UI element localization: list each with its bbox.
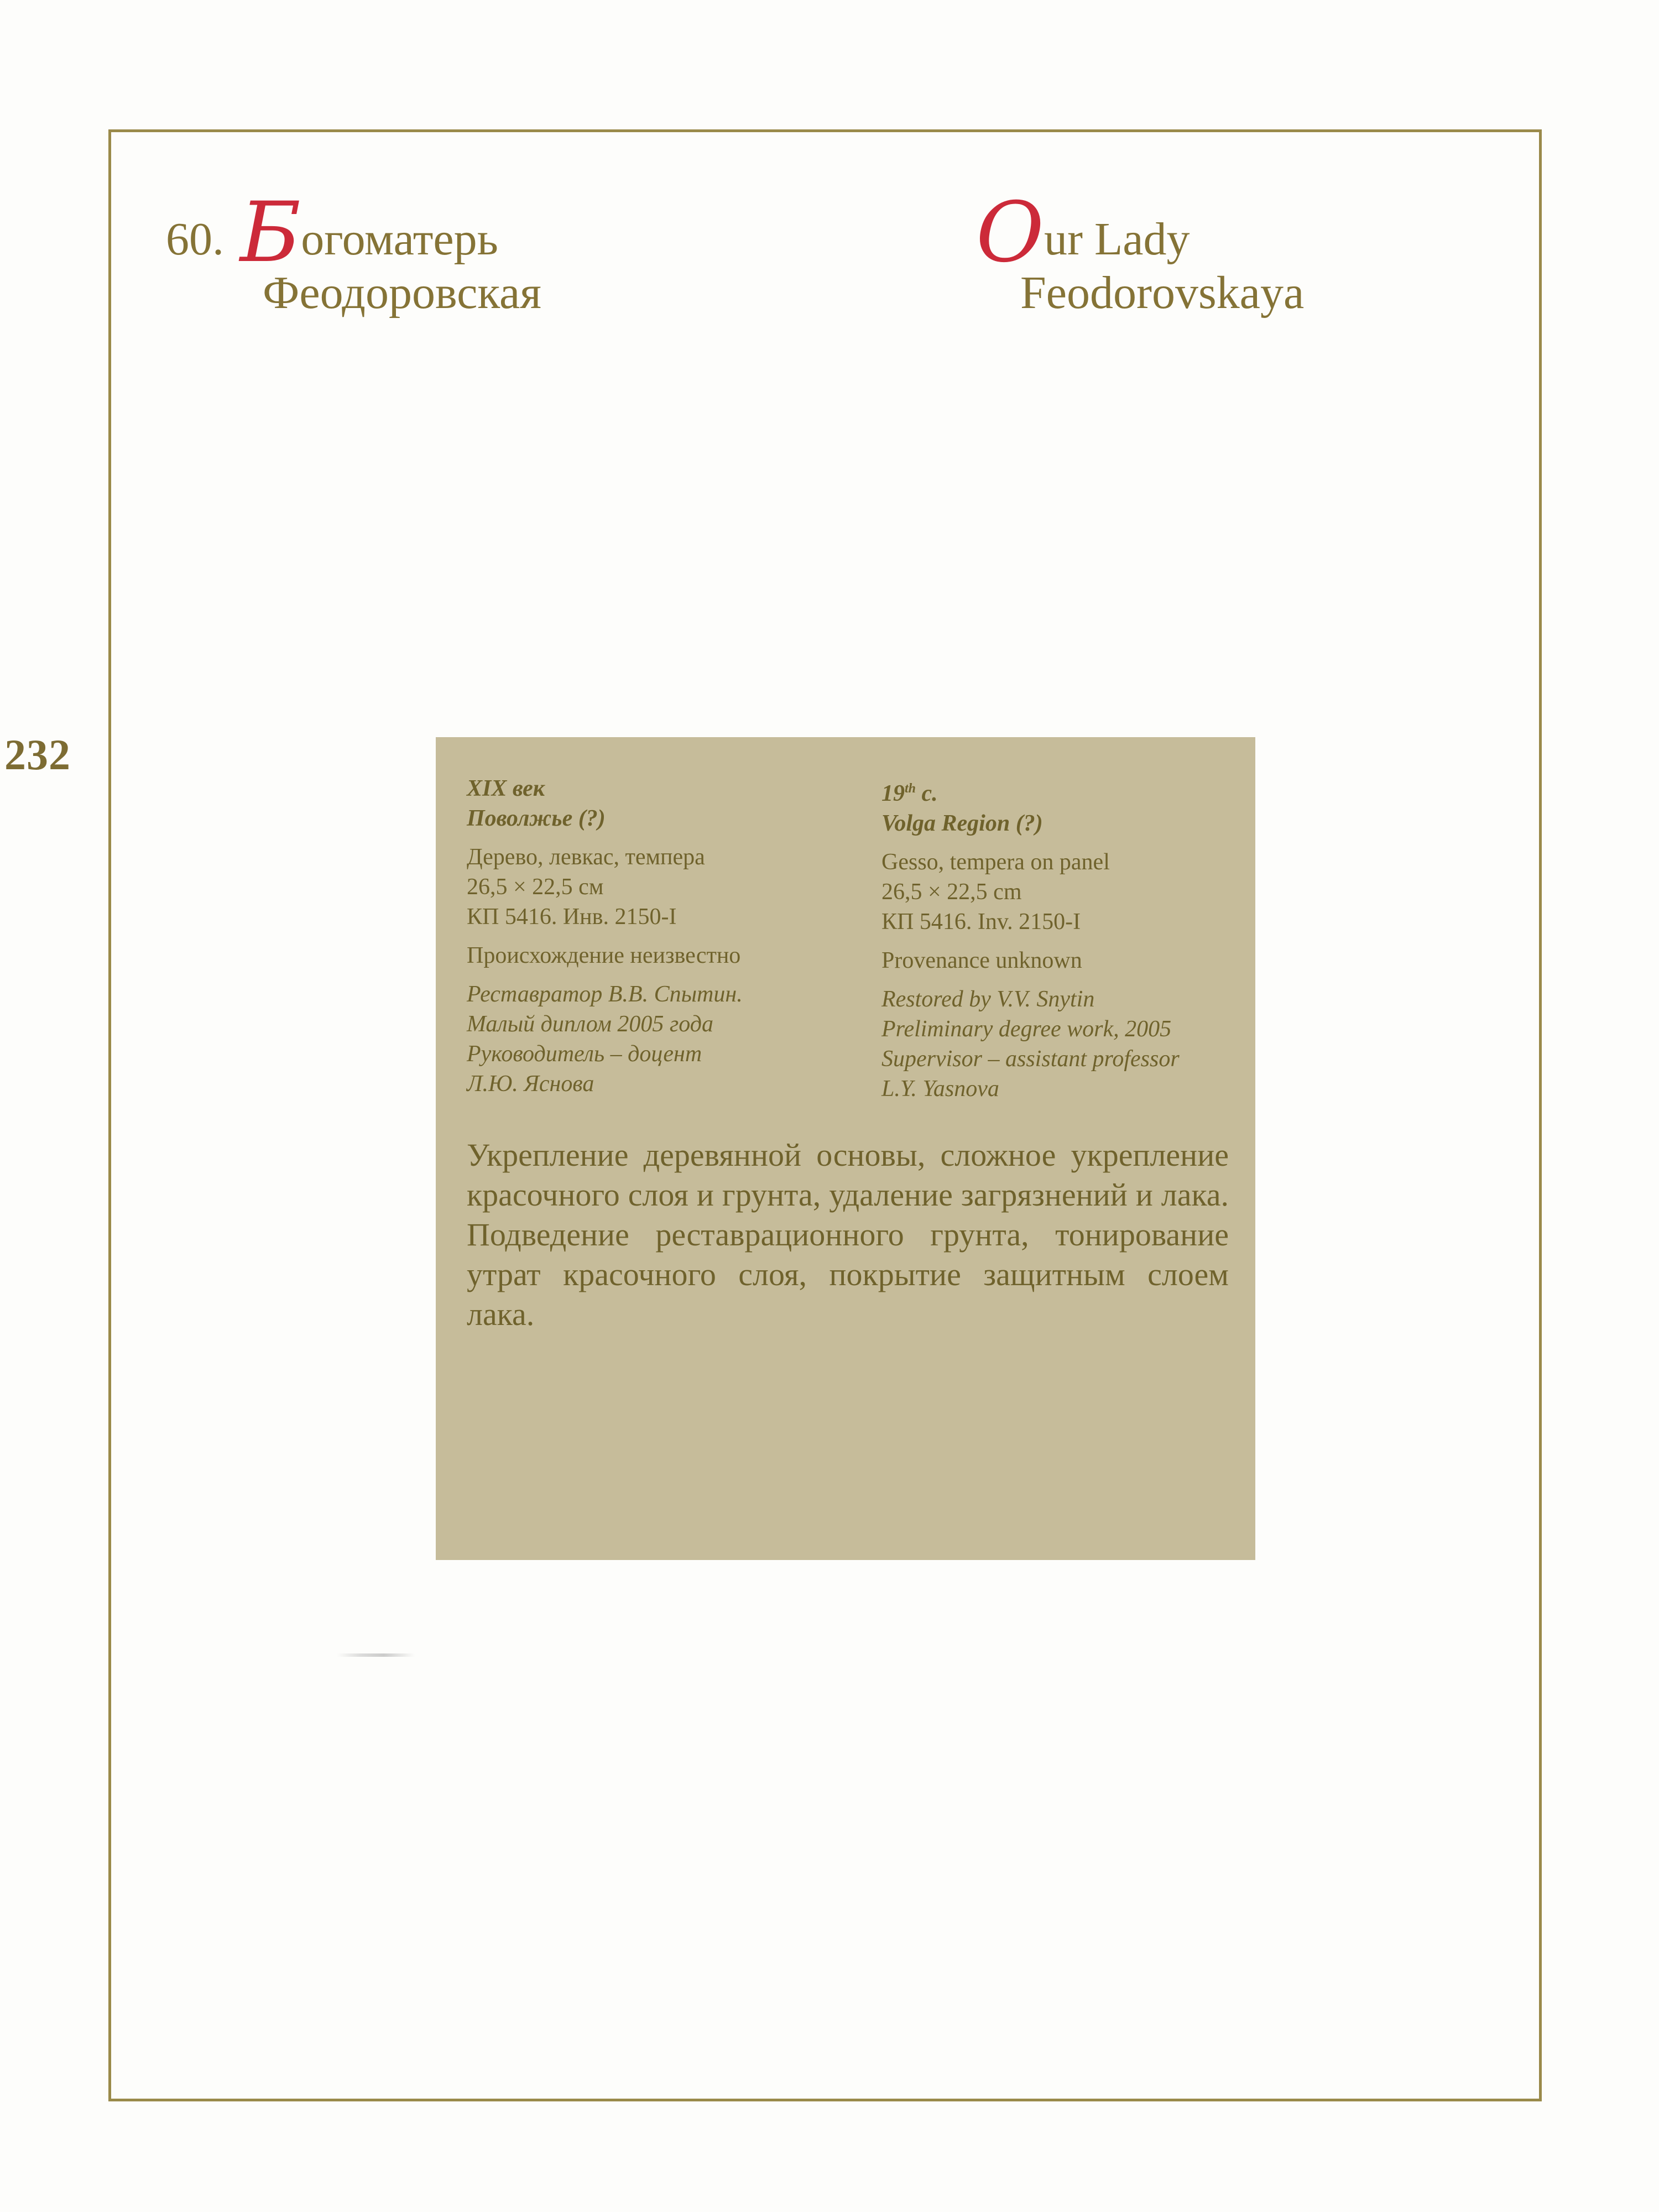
info-box [436, 737, 1255, 1560]
century-en [881, 774, 1180, 808]
title-russian [166, 185, 541, 320]
restorer-en: Restored by V.V. Snytin [881, 987, 1095, 1012]
title-ru-initial: Б [240, 185, 301, 281]
material-en: Gesso, tempera on panel [881, 849, 1110, 875]
title-ru-line-1 [166, 185, 541, 281]
scan-mark [337, 1653, 415, 1657]
page-number: 232 [4, 731, 71, 779]
provenance-ru: Происхождение неизвестно [467, 943, 741, 968]
provenance-en: Provenance unknown [881, 948, 1082, 973]
info-column-english [881, 774, 1180, 1104]
inventory-ru: КП 5416. Инв. 2150-I [467, 904, 677, 930]
century-en-number: 19 [881, 781, 905, 806]
diploma-ru: Малый диплом 2005 года [467, 1011, 714, 1037]
size-ru: 26,5 × 22,5 см [467, 874, 604, 900]
supervisor-ru: Руководитель – доцент [467, 1041, 702, 1067]
supervisor-name-en: L.Y. Yasnova [881, 1076, 999, 1102]
region-en: Volga Region (?) [881, 811, 1043, 836]
title-en-line1-rest: ur Lady [1044, 213, 1190, 265]
restorer-ru: Реставратор В.В. Спытин. [467, 982, 743, 1007]
century-ru: XIX век [467, 776, 545, 801]
century-en-rest: c. [916, 781, 938, 806]
material-ru: Дерево, левкас, темпера [467, 844, 705, 870]
region-ru: Поволжье (?) [467, 806, 606, 831]
title-ru-line1-rest: огоматерь [301, 213, 498, 265]
size-en: 26,5 × 22,5 cm [881, 879, 1022, 905]
title-en-line-1 [976, 185, 1304, 281]
info-column-russian [467, 774, 743, 1099]
inventory-en: КП 5416. Inv. 2150-I [881, 909, 1081, 935]
century-en-suffix: th [905, 781, 916, 796]
title-ru-line-2: Феодоровская [263, 267, 541, 319]
title-number: 60. [166, 213, 224, 265]
title-english [976, 185, 1305, 320]
restoration-description: Укрепление деревянной основы, сложное укрепление красочного слоя и грунта, удаление загрязнений и лака. Подведение реставрационного грунта, тонирование утрат красочного слоя, покрытие защитным слоем лака. [467, 1137, 1229, 1332]
supervisor-name-ru: Л.Ю. Яснова [467, 1071, 594, 1097]
title-en-initial: O [976, 185, 1044, 281]
supervisor-en: Supervisor – assistant professor [881, 1046, 1180, 1072]
title-en-line-2: Feodorovskaya [1020, 267, 1305, 319]
diploma-en: Preliminary degree work, 2005 [881, 1016, 1172, 1042]
